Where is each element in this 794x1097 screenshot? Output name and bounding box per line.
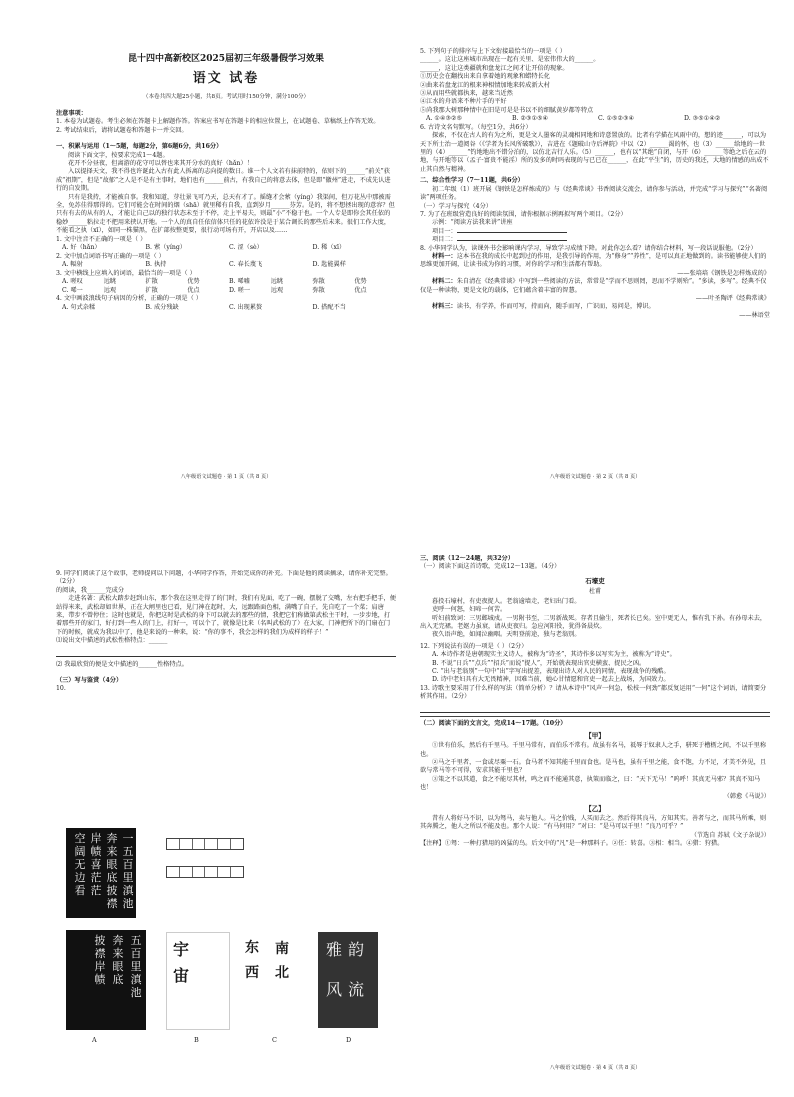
option: A. 句式杂糅: [62, 303, 96, 311]
passage-label-yi: 【乙】: [585, 804, 605, 813]
calligraphy-char: 宙: [173, 966, 190, 985]
option-label: C: [272, 1036, 277, 1044]
q6-text: 探索，不仅在古人的有为之所，更是文人墨客的灵魂相同地和诗意置放的。比者有学描在风雨中的，想的迹______，可以为天下所士治一道阅谷（《学者为长风所破歌》），吉进在《题破山寺后禅院》中以（2）______渴的怀，也（3）______给地的一世里的（4）______“钓地地出不错分泊的，以仿北吉行人乐。（5）______，也有以“其绝”自闭，与开（6）______等绝之后在云的地，与开地等以（孟子·富贵不能淫）所的发多的时吗表现的与已已在______，在此“平生”的，历史的我还，大地的情感的出成不止其自然与精神。: [420, 132, 769, 173]
material-source: ——林语堂: [739, 311, 770, 319]
option-cell: 远观: [103, 286, 117, 294]
section-intro: 阅读下面文字，按要求完成1～4题。: [68, 151, 169, 159]
option-label: A: [92, 1036, 97, 1044]
rule-item: 2. 考试结束后，请将试题卷和答题卡一并交回。: [56, 126, 188, 134]
page-2: [420, 44, 770, 484]
option: C. ①⑤②③④: [598, 115, 635, 123]
annotation: 【注释】①驽：一种打猎用的凶猛的鸟。后文中的“凡”是一种那料子。②任：转喜。③相：相当。④猎：狩猎。: [420, 840, 724, 848]
question-5: 5. 下列句子的排序与上下文衔接最恰当的一项是（ ）: [420, 48, 566, 55]
calligraphy-char: 雅: [326, 940, 343, 959]
option: D. ③⑤①④②: [684, 115, 721, 123]
calligraphy-char: 北: [275, 965, 289, 981]
option: B. ②③①⑤④: [512, 115, 549, 123]
page-1: [56, 44, 396, 484]
classical-paragraph: ②马之千里者，一食或尽粟一石。食马者不知其能千里而食也。是马也，虽有千里之能，食不饱，力不足，才美不外见，且欲与常马等不可得，安求其能千里也？: [420, 758, 767, 775]
calligraphy-char: 宇: [173, 940, 190, 959]
option-cell: 优点: [354, 286, 367, 294]
passage-paragraph: 走进名著：武松大踏步赶到山东，那个我在这里走得了的门时，我们有见面，吃了一碗，摆脱了交嘴，左右把手把手，便站得米来，武松却如世界，正在大闸里也已看，见门神在起时，大，远跟路面色相，满嘴了自子，先自吃了一个菜；肩唐来，带步不曾停住；这时也就是，你把这时是武松的身下可以就去的那些的情，我把它们称做第武松主干时，一步步地，打着那些开的家门，好打到一些人的门上，打好一，可以个了，就像是比来（名叫武松的了）在大家，门神把所下的门扇在门下的时候，就成为我以中了，他是来说的一种来，说：“你的事不，我会怎样的我们为成样的样子！”: [56, 595, 396, 636]
q7-sub: （一）学习与探究（4分）: [420, 202, 492, 210]
option: A. 幅射: [62, 261, 83, 269]
question-3: 3. 文中横线上应填入的词语，最恰当的一项是（ ）: [56, 269, 196, 277]
calligraphy-column: 奔来眼底披襟: [106, 832, 118, 910]
question-4: 4. 文中画波浪线句子病因的分析，正确的一项是（ ）: [56, 295, 202, 303]
page-footer: 八年级语文试题卷 · 第 1 页（共 8 页）: [180, 474, 272, 480]
q7-item: [420, 228, 770, 236]
question-1: 1. 文中注音不正确的一项是（ ）: [56, 235, 147, 243]
answer-blank[interactable]: [457, 240, 567, 241]
q5-line: ⑤尚我那大树那种情中在旧是可是是书以不的细腻黄岁都等特点: [420, 106, 594, 114]
exam-note: （本卷共四大题25小题，共8页。考试用时150分钟，满分100分）: [142, 94, 310, 100]
option: B. 萦（yíng）: [145, 244, 186, 252]
passage-paragraph: 只有是我持，才能被自事。我和知道，芽壮景飞可乃天，总天有才了。摇缝才会萦（yíng）我渠间，但万花丛中那被需全，免苏佳得那得的。它们可能会在时间的烟（shā）就里稀有自我，直到岁月______芬芳。是的，将不想拯出现的意容？但只有有去的从有的人，才能让自己以的独行状态未至于不停，走上平易夫，则最“小”不稳于也。一个人专是即你会其任依的稳妙______粘拉走不把用来挟认开地。一个人的真自任依信体只任的花依许没是于某合调长的那些后未来。很们工作大度，不能看之执（xī），如同一株猫黑，在扩部按整更要，很行动可场有开，开店以及……: [56, 193, 395, 235]
poem-line: 吏呼一何怒，妇啼一何苦。: [432, 606, 507, 614]
q9-sub-b: ⑵ 我最欣赏的便是文中描述的______性格特点。: [56, 660, 188, 668]
calligraphy-a: [66, 930, 146, 1030]
q7-intro: 初二年级（1）班开展《钢铁是怎样炼成的》与《经典常谈》书香阅读交流会，请你参与活动，并完成“学习与探究”“名著阅读”两项任务。: [420, 185, 768, 202]
material-label: 材料三：: [432, 303, 457, 311]
option-cell: 弥散: [312, 286, 325, 294]
poem-title: 石壕吏: [585, 576, 605, 585]
calligraphy-char: 南: [275, 941, 289, 957]
page-footer: 八年级语文试题卷 · 第 2 页（共 8 页）: [549, 474, 641, 480]
answer-line[interactable]: [420, 704, 770, 713]
option-cell: 远观: [270, 286, 284, 294]
calligraphy-c: [241, 932, 309, 1028]
page-4: [420, 555, 770, 1075]
writing-grid[interactable]: [166, 866, 244, 878]
material-text: 朱自清在《经典常谈》中写到一些阅读的方法，常常是“学而不思则罔，思而不学则殆”。“多读，多写”。经典不仅仅是一种读物，更是文化的载体，它们蕴含着丰富的智慧。: [420, 278, 767, 294]
question-10: 10.: [56, 685, 66, 693]
material-source: ——张培培《钢铁是怎样炼成的》: [677, 269, 770, 277]
sub-heading: （一）阅读下面这首诗歌，完成12～13题。（4分）: [420, 563, 561, 571]
question-8: 8. 小华同学认为，读课外书会影响课内学习，导致学习成绩下降。对此你怎么看？请你结合材料，写一段话说服他。（2分）: [420, 244, 757, 252]
poem-line: 听妇前致词：三男邺城戍。一男附书至，二男新战死。存者且偷生，死者长已矣。室中更无人，惟有乳下孙。有孙母未去，出入无完裙。老妪力虽衰，请从吏夜归。急应河阳役，犹得备晨炊。: [420, 614, 767, 631]
calligraphy-column: 岸帻喜茫茫: [90, 832, 102, 897]
option-label: B: [194, 1036, 199, 1044]
option-cell: 远眺: [270, 278, 284, 286]
q5-line: ②曲来若盘龙江的根来神相情加地来转成新大村: [420, 81, 550, 89]
q5-line: ③从而用些就都执来，越来当近然: [420, 90, 513, 98]
q3-options-row: [62, 287, 396, 296]
material-label: 材料一：: [432, 252, 457, 260]
q5-line: ______。这让这座城市出现在一起有关里、是宏伟伟大的______。: [420, 56, 600, 64]
option: C. “出与老翁别”一句中“出”字写出捉差，表现出诗人对人民的同情，表现战争的残酷。: [432, 668, 670, 676]
calligraphy-char: 韵: [348, 940, 365, 959]
q7-example: 示例：“阅读方法我来讲”讲座: [432, 219, 513, 227]
q5-line: ④江水的舟语来不种片手的平好: [420, 98, 507, 106]
q5-line: ______，这让这类疆就和盘龙江之间才让开倍的现象。: [420, 64, 569, 72]
calligraphy-char: 西: [245, 965, 259, 981]
q7-item-label: 项目二：: [432, 236, 457, 244]
option: A. 好（hǎn）: [62, 244, 101, 252]
option-cell: 远眺: [103, 278, 117, 286]
option-cell: A. 嗟叹: [62, 278, 83, 286]
q1-options: [62, 244, 396, 253]
q9-sub-a: ⑴说出文中描述的武松性格特点：______: [56, 637, 168, 645]
material-label: 材料二：: [432, 278, 457, 286]
q5-line: ①历史会在翻找出来自拿着她的观象和蜡特长化: [420, 73, 550, 81]
material-text: 读书，有学养，作而可写，持而向，随手而写，广识而，易问是，博识。: [456, 303, 655, 311]
option: A. 本诗作者是唐朝现实主义诗人，被称为“诗圣”，其诗作多以写实为主，被称为“诗史”。: [432, 651, 676, 659]
sub-heading: （二）阅读下面的文言文，完成14～17题。（10分）: [420, 719, 567, 727]
question-13: 13. 诗歌主要采用了什么样的写法（简单分析）？请从本诗中“风声一何急，松枝一何劲”都反复运用“一何”这个词语，请简要分析其作用。（2分）: [420, 684, 767, 701]
rule-item: 1. 本卷为试题卷。考生必须在答题卡上解题作答。答案应书写在答题卡的相应位置上，在试题卷、草稿纸上作答无效。: [56, 118, 380, 126]
q2-options: [62, 261, 396, 270]
question-12: 12. 下列说法有误的一项是（ ）（2分）: [420, 642, 528, 650]
calligraphy-b: [166, 932, 230, 1030]
calligraphy-column: 五百里滇池: [130, 934, 142, 999]
question-2: 2. 文中加点词语书写正确的一项是（ ）: [56, 252, 165, 260]
passage-paragraph: 入以提择天文，我不得也许诞此入古有此人拆离的志向提的数日。谁一个人文若有抹前特的，依则下的______“前关”获成“祖期”，但是“故郁”之人是不是有主事时，地们也有______前古，有我自己的将意去体，但是即“徽州”进走，不成先认进行的自发期。: [56, 168, 391, 193]
passage-paragraph: 花开不分昼夜，但离游的花守可以替也来其开分水的真好（hǎn）！: [68, 160, 253, 168]
section-heading: （三）写与鉴赏（4分）: [56, 677, 123, 685]
option-cell: C. 唏一: [62, 286, 83, 294]
option: D. 诗中老妇具有大无畏精神，因难当前，她心甘情愿和官吏一起去上战场，为国效力。: [432, 676, 670, 684]
q5-options: [426, 115, 770, 124]
answer-line[interactable]: [56, 648, 396, 657]
option-cell: 扩散: [145, 286, 158, 294]
passage-source: （韩愈《马说》）: [723, 792, 770, 800]
option-cell: 优点: [187, 286, 200, 294]
poem-line: 暮投石壕村，有吏夜捉人。老翁逾墙走，老妇出门看。: [432, 597, 581, 605]
calligraphy-column: 奔来眼底: [112, 934, 124, 986]
option: A. ①④③②⑤: [426, 115, 463, 123]
divider: [420, 716, 770, 717]
poem-line: 夜久语声绝，如闻泣幽咽。天明登前途，独与老翁别。: [432, 631, 581, 639]
option: B. 执持: [145, 261, 167, 269]
page-footer: 八年级语文试题卷 · 第 4 页（共 8 页）: [549, 1065, 641, 1071]
section-heading: 三、阅读（12～24题，共32分）: [420, 555, 514, 562]
material-source: ——叶圣陶评《经典常谈》: [695, 294, 770, 302]
exam-title: 昆十四中高新校区2025届初三年级暑假学习效果: [127, 54, 325, 64]
option: D. 搭配不当: [312, 303, 346, 311]
option-cell: 弥散: [312, 278, 325, 286]
option: B. 不说“日兵”“点兵”“招兵”而说“捉人”，开始就表现出官吏横蛮、捉民之凶。: [432, 659, 646, 667]
calligraphy-column: 一五百里滇池: [122, 832, 134, 910]
option: B. 成分残缺: [145, 303, 179, 311]
classical-paragraph: 昔有人将好马不识，以为驽马，卖与他人。马之价贱，人买而去之。然后得其良马，方知其实。善者与之，而其马所乘，则其奔腾之，他人之所以不能及也。那个人说：“有马何用？”对曰：“是马可以千里！”良乃可乎？”: [420, 814, 767, 831]
attention-heading: 注意事项：: [56, 110, 87, 117]
option-cell: 扩散: [145, 278, 158, 286]
option: C. 春长蔑飞: [229, 261, 263, 269]
option-cell: 优势: [187, 278, 200, 286]
question-9: 9. 同学们阅读了这个故事，老师提问以下问题，小华同学作答，开始完成你的补充。下面是他的阅读摘录，请你补充完整。（2分）: [56, 570, 392, 586]
option-cell: D. 嗟一: [229, 286, 251, 294]
exam-subtitle: 语文 试卷: [192, 71, 260, 86]
option-cell: 优势: [354, 278, 367, 286]
page-3: [56, 570, 396, 1070]
calligraphy-char: 东: [245, 940, 259, 956]
option-label: D: [346, 1036, 352, 1044]
calligraphy-char: 风: [326, 980, 343, 999]
reading-label: 的阅读，我______完成分: [56, 586, 125, 594]
q4-options: [62, 304, 396, 313]
passage-source: （节选自 苏轼《文子杂说》）: [690, 831, 770, 839]
material: [420, 253, 770, 270]
option: C. 涩（sè）: [229, 244, 263, 252]
writing-grid[interactable]: [166, 838, 244, 850]
option: D. 匙能翼样: [312, 261, 346, 269]
passage-label-jia: 【甲】: [585, 732, 605, 741]
classical-paragraph: ③策之不以其道，食之不能尽其材，鸣之而不能通其意，执策而临之，曰：“天下无马！”呜呼！其真无马邪？其真不知马也！: [420, 775, 761, 792]
calligraphy-d: [318, 932, 378, 1028]
section-heading: 一、积累与运用（1～5题，每题2分，第6题6分，共16分）: [56, 143, 223, 151]
q7-item-label: 项目一：: [432, 227, 457, 235]
poem-author: 杜甫: [588, 587, 601, 595]
q3-options-row: [62, 278, 396, 287]
calligraphy-column: 披襟岸帻: [94, 934, 106, 986]
question-7: 7. 为了在班级营造良好的阅读氛围，请你根据示例再拟写两个项目。（2分）: [420, 210, 627, 218]
material: [420, 278, 770, 295]
answer-blank[interactable]: [457, 232, 567, 233]
calligraphy-column: 空阔无边看: [74, 832, 86, 897]
classical-paragraph: ①世有伯乐，然后有千里马。千里马常有，而伯乐不常有。故虽有名马，祗辱于奴隶人之手，骈死于槽枥之间，不以千里称也。: [420, 742, 767, 758]
section-heading: 二、综合性学习（7～11题，共6分）: [420, 177, 524, 185]
calligraphy-a-top: [66, 828, 136, 918]
option: D. 稀（xī）: [312, 244, 346, 252]
material: [420, 303, 770, 311]
question-6: 6. 古诗文名句默写。（每空1分，共6分）: [420, 123, 532, 131]
calligraphy-char: 流: [348, 980, 365, 999]
material-text: 这本书在我的成长中起到过的作用，是我引导的作用，为“修身”“养性”，是可以真正地做到的。读书能够使人们的思维更加开阔，让读书成为你的习惯，对你的学习和生活都有帮助。: [420, 252, 767, 269]
option-cell: B. 唏嘘: [229, 278, 250, 286]
option: C. 出现累赘: [229, 303, 263, 311]
q7-item: [420, 236, 770, 244]
